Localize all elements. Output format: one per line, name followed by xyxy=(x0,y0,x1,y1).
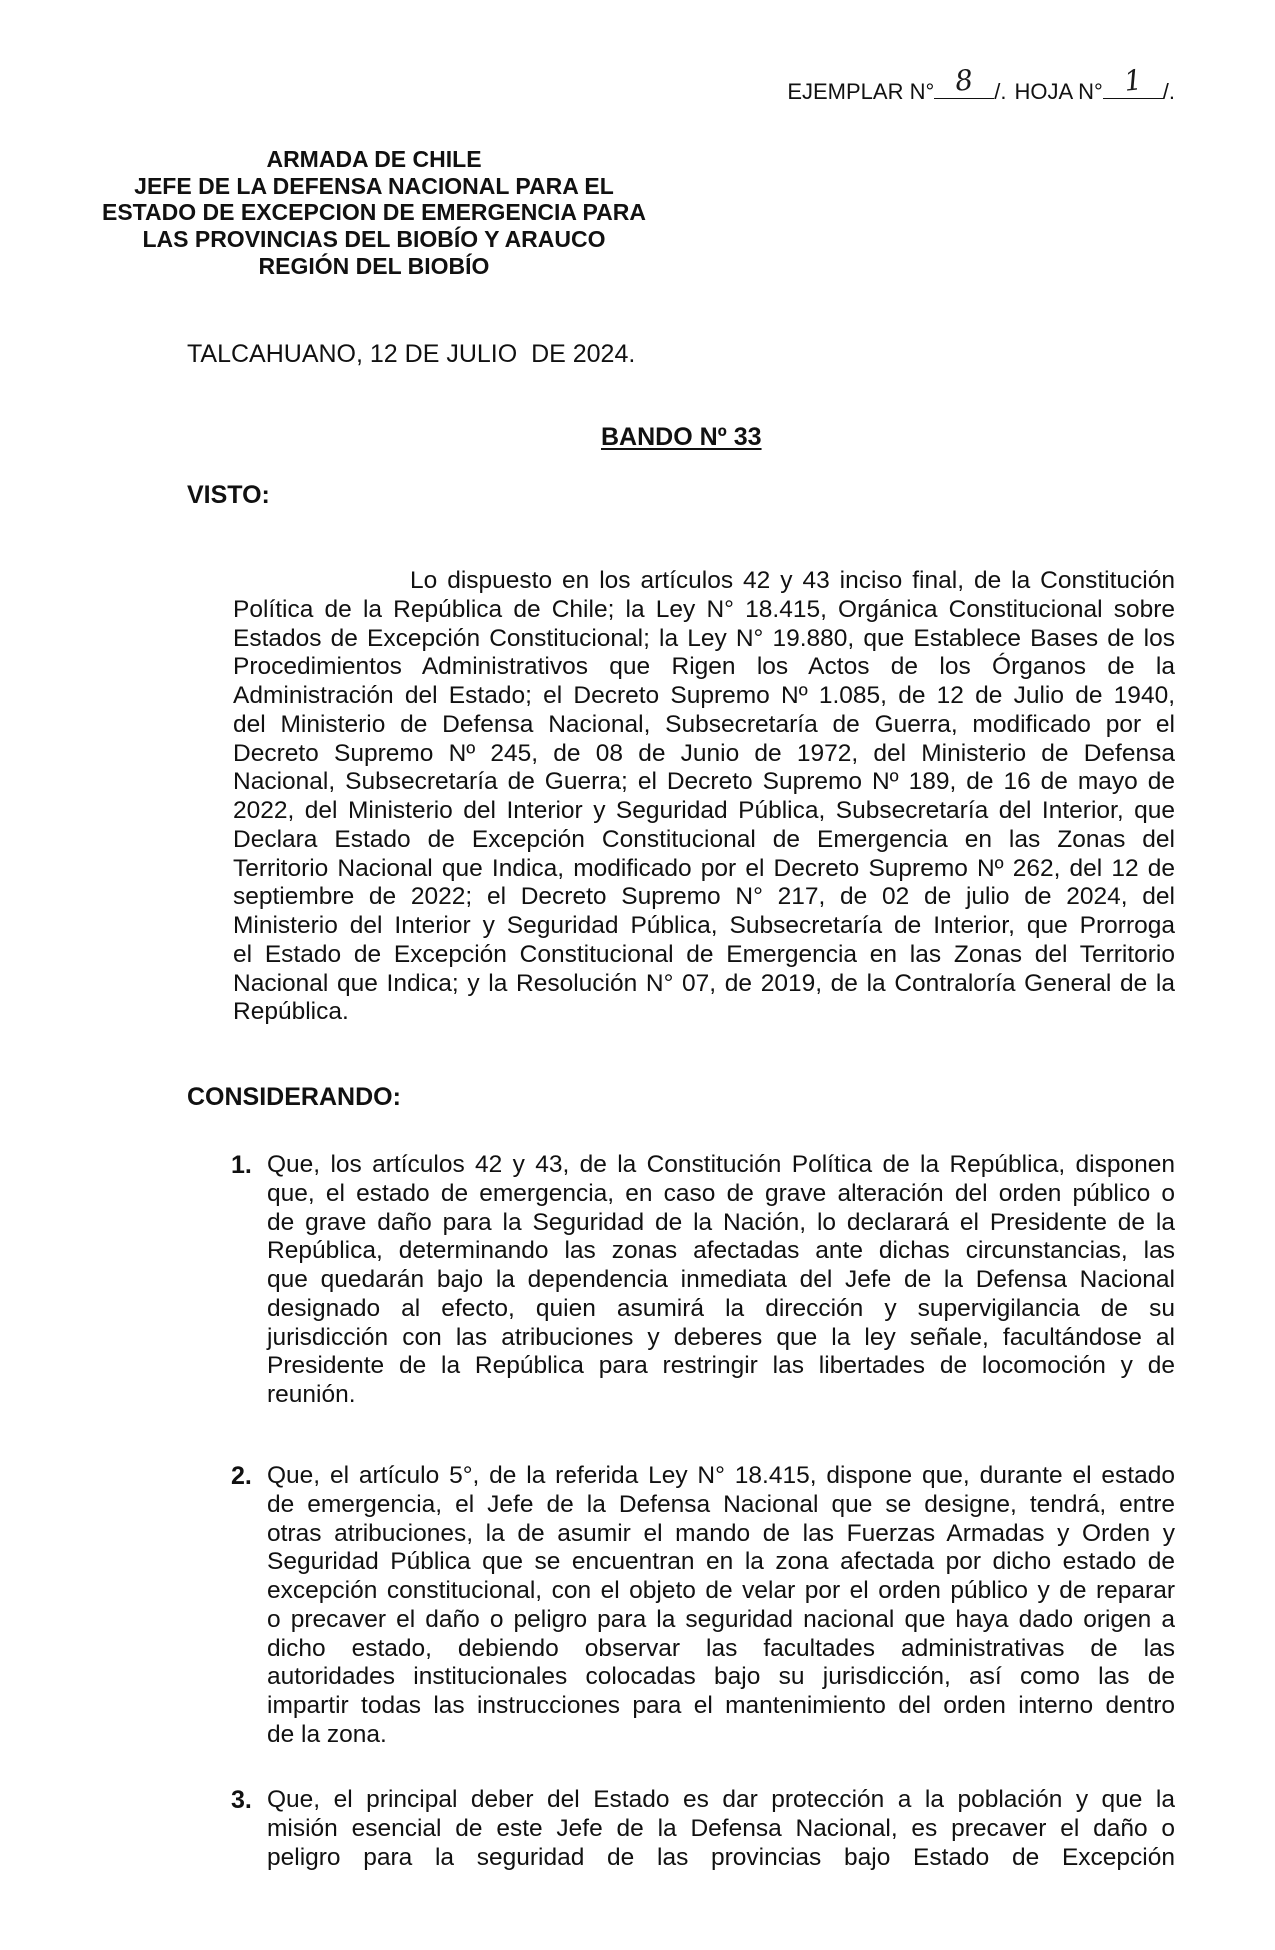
place-date: TALCAHUANO, 12 DE JULIO DE 2024. xyxy=(187,340,636,368)
item-text xyxy=(267,1462,1175,1750)
header-line: ARMADA DE CHILE xyxy=(266,146,482,172)
visto-line: el Estado de Excepción Constitucional de Emergencia en las Zonas del Territorio xyxy=(233,940,1175,968)
item-line: peligro para la seguridad de las provincias bajo Estado de Excepción xyxy=(267,1843,1175,1871)
header-line: LAS PROVINCIAS DEL BIOBÍO Y ARAUCO xyxy=(142,226,606,253)
visto-line: Ministerio del Interior y Seguridad Pública, Subsecretaría de Interior, que Prorroga xyxy=(233,912,1175,939)
hoja-blank xyxy=(1103,63,1163,99)
item-line: Que, el principal deber del Estado es dar protección a la población y que la xyxy=(267,1786,1175,1813)
item-number: 3. xyxy=(231,1786,252,1814)
item-line: excepción constitucional, con el objeto de velar por el orden público y de reparar xyxy=(267,1577,1175,1604)
hoja-handwritten-number: 1 xyxy=(1122,63,1144,98)
hoja-label: HOJA N° xyxy=(1014,79,1103,104)
visto-line: Política de la República de Chile; la Ley N° 18.415, Orgánica Constitucional sobre xyxy=(233,595,1175,623)
considerando-heading: CONSIDERANDO: xyxy=(187,1083,401,1111)
visto-line: Nacional, Subsecretaría de Guerra; el Decreto Supremo Nº 189, de 16 de mayo de xyxy=(233,768,1175,796)
item-line: de emergencia, el Jefe de la Defensa Nacional que se designe, tendrá, entre xyxy=(267,1490,1175,1518)
item-line: misión esencial de este Jefe de la Defensa Nacional, es precaver el daño o xyxy=(267,1814,1175,1842)
item-line: designado al efecto, quien asumirá la dirección y supervigilancia de su xyxy=(267,1294,1175,1322)
item-line: Presidente de la República para restringir las libertades de locomoción y de xyxy=(267,1352,1175,1380)
institution-header xyxy=(74,146,674,280)
ejemplar-blank xyxy=(934,63,994,99)
visto-line: 2022, del Ministerio del Interior y Seguridad Pública, Subsecretaría del Interior, que xyxy=(233,797,1175,824)
copy-sheet-number xyxy=(787,63,1175,107)
visto-line: Procedimientos Administrativos que Rigen los Actos de los Órganos de la xyxy=(233,653,1175,681)
item-line: Que, el artículo 5°, de la referida Ley N° 18.415, dispone que, durante el estado xyxy=(267,1462,1175,1489)
item-line: otras atribuciones, la de asumir el mando de las Fuerzas Armadas y Orden y xyxy=(267,1519,1175,1547)
visto-paragraph xyxy=(233,567,1175,1027)
visto-line: Nacional que Indica; y la Resolución N° 07, de 2019, de la Contraloría General de la xyxy=(233,969,1175,997)
visto-line: Decreto Supremo Nº 245, de 08 de Junio de 1972, del Ministerio de Defensa xyxy=(233,739,1175,767)
header-line: ESTADO DE EXCEPCION DE EMERGENCIA PARA xyxy=(102,199,646,226)
visto-line: República. xyxy=(233,998,349,1026)
item-line: de grave daño para la Seguridad de la Nación, lo declarará el Presidente de la xyxy=(267,1208,1175,1236)
item-line: Que, los artículos 42 y 43, de la Constitución Política de la República, disponen xyxy=(267,1151,1175,1178)
visto-line: Declara Estado de Excepción Constitucional de Emergencia en las Zonas del xyxy=(233,825,1175,853)
item-line: dicho estado, debiendo observar las facultades administrativas de las xyxy=(267,1634,1175,1662)
item-line: de la zona. xyxy=(267,1720,387,1748)
item-line: Seguridad Pública que se encuentran en la zona afectada por dicho estado de xyxy=(267,1548,1175,1576)
item-text xyxy=(267,1151,1175,1410)
item-text xyxy=(267,1786,1175,1872)
item-line: reunión. xyxy=(267,1381,356,1408)
item-line: que, el estado de emergencia, en caso de grave alteración del orden público o xyxy=(267,1179,1175,1207)
visto-line: del Ministerio de Defensa Nacional, Subsecretaría de Guerra, modificado por el xyxy=(233,710,1175,738)
header-line: JEFE DE LA DEFENSA NACIONAL PARA EL xyxy=(134,172,614,199)
visto-heading: VISTO: xyxy=(187,481,270,509)
item-number: 1. xyxy=(231,1151,252,1179)
visto-line: Estados de Excepción Constitucional; la Ley N° 19.880, que Establece Bases de los xyxy=(233,624,1175,652)
item-number: 2. xyxy=(231,1462,252,1490)
item-line: jurisdicción con las atribuciones y deberes que la ley señale, facultándose al xyxy=(267,1323,1175,1351)
header-line: REGIÓN DEL BIOBÍO xyxy=(258,252,490,279)
visto-line: Lo dispuesto en los artículos 42 y 43 inciso final, de la Constitución xyxy=(410,567,1175,594)
visto-line: Territorio Nacional que Indica, modificado por el Decreto Supremo Nº 262, del 12 de xyxy=(233,854,1175,882)
visto-line: Administración del Estado; el Decreto Supremo Nº 1.085, de 12 de Julio de 1940, xyxy=(233,682,1175,709)
ejemplar-separator: /. xyxy=(994,79,1007,104)
ejemplar-handwritten-number: 8 xyxy=(953,63,975,98)
item-line: autoridades institucionales colocadas bajo su jurisdicción, así como las de xyxy=(267,1663,1175,1691)
item-line: que quedarán bajo la dependencia inmediata del Jefe de la Defensa Nacional xyxy=(267,1266,1175,1293)
visto-line: septiembre de 2022; el Decreto Supremo N° 217, de 02 de julio de 2024, del xyxy=(233,883,1175,911)
item-line: República, determinando las zonas afectadas ante dichas circunstancias, las xyxy=(267,1237,1175,1265)
document-title: BANDO Nº 33 xyxy=(601,423,762,451)
hoja-separator: /. xyxy=(1162,79,1175,104)
item-line: impartir todas las instrucciones para el mantenimiento del orden interno dentro xyxy=(267,1692,1175,1719)
ejemplar-label: EJEMPLAR N° xyxy=(787,79,935,104)
item-line: o precaver el daño o peligro para la seguridad nacional que haya dado origen a xyxy=(267,1605,1175,1633)
